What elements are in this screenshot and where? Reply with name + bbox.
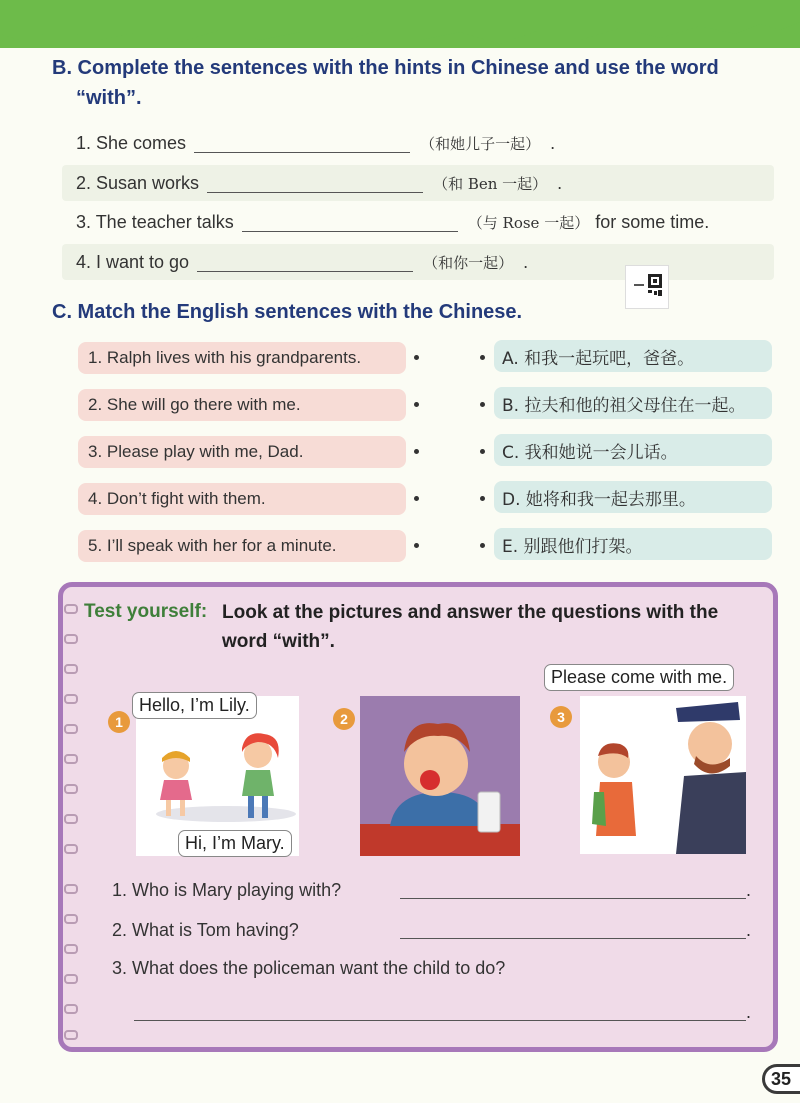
section-b-item-1 bbox=[62, 125, 774, 161]
question-3: 3. What does the policeman want the child to do? bbox=[112, 958, 506, 978]
binder-ring-icon bbox=[64, 634, 78, 644]
chinese-sentence-e[interactable]: E. 别跟他们打架。 bbox=[494, 528, 772, 560]
binder-ring-icon bbox=[64, 694, 78, 704]
english-sentence-1[interactable]: 1. Ralph lives with his grandparents. bbox=[78, 342, 406, 374]
binder-ring-icon bbox=[64, 1004, 78, 1014]
sentence-end: . bbox=[523, 251, 529, 272]
period: . bbox=[746, 880, 752, 900]
chinese-hint: （与 Rose 一起） bbox=[467, 213, 590, 232]
sentence-end: . bbox=[557, 172, 563, 193]
chinese-hint: （和 Ben 一起） bbox=[433, 174, 548, 193]
chinese-sentence-c[interactable]: C. 我和她说一会儿话。 bbox=[494, 434, 772, 466]
match-dot-right-c[interactable] bbox=[480, 449, 485, 454]
answer-blank[interactable] bbox=[242, 213, 458, 232]
binder-ring-icon bbox=[64, 664, 78, 674]
answer-blank[interactable] bbox=[207, 174, 423, 193]
test-yourself-label: Test yourself: bbox=[84, 601, 208, 622]
question-1: 1. Who is Mary playing with? bbox=[112, 880, 342, 900]
chinese-sentence-b[interactable]: B. 拉夫和他的祖父母住在一起。 bbox=[494, 387, 772, 419]
answer-line-3[interactable] bbox=[134, 1000, 746, 1021]
picture-number-badge: 3 bbox=[550, 706, 572, 728]
answer-line-1[interactable] bbox=[400, 878, 746, 899]
sentence-end: . bbox=[550, 132, 556, 153]
binder-ring-icon bbox=[64, 914, 78, 924]
binder-ring-icon bbox=[64, 844, 78, 854]
sentence-end: for some time. bbox=[595, 211, 710, 232]
qr-code bbox=[625, 265, 669, 309]
test-yourself-instruction: Look at the pictures and answer the questions with the bbox=[222, 602, 719, 623]
binder-ring-icon bbox=[64, 724, 78, 734]
english-sentence-5[interactable]: 5. I’ll speak with her for a minute. bbox=[78, 530, 406, 562]
sentence-lead: 3. The teacher talks bbox=[76, 211, 234, 232]
picture-number-badge: 2 bbox=[333, 708, 355, 730]
chinese-sentence-d[interactable]: D. 她将和我一起去那里。 bbox=[494, 481, 772, 513]
section-b-item-2 bbox=[62, 165, 774, 201]
question-2: 2. What is Tom having? bbox=[112, 920, 299, 940]
match-dot-left-4[interactable] bbox=[414, 496, 419, 501]
english-sentence-3[interactable]: 3. Please play with me, Dad. bbox=[78, 436, 406, 468]
binder-ring-icon bbox=[64, 974, 78, 984]
match-dot-left-1[interactable] bbox=[414, 355, 419, 360]
test-yourself-instruction-cont: word “with”. bbox=[222, 631, 335, 652]
answer-blank[interactable] bbox=[194, 134, 410, 153]
binder-ring-icon bbox=[64, 884, 78, 894]
sentence-lead: 2. Susan works bbox=[76, 172, 200, 193]
binder-ring-icon bbox=[64, 754, 78, 764]
binder-ring-icon bbox=[64, 604, 78, 614]
match-dot-left-3[interactable] bbox=[414, 449, 419, 454]
chinese-hint: （和她儿子一起） bbox=[420, 134, 541, 153]
match-dot-left-2[interactable] bbox=[414, 402, 419, 407]
tom-eating-illustration bbox=[360, 696, 520, 856]
sentence-lead: 4. I want to go bbox=[76, 251, 190, 272]
picture-3-policeman bbox=[580, 696, 746, 854]
section-b-item-3 bbox=[62, 204, 774, 240]
answer-blank[interactable] bbox=[197, 253, 413, 272]
binder-ring-icon bbox=[64, 1030, 78, 1040]
period: . bbox=[746, 1002, 752, 1022]
policeman-illustration bbox=[580, 696, 746, 854]
english-sentence-2[interactable]: 2. She will go there with me. bbox=[78, 389, 406, 421]
binder-ring-icon bbox=[64, 944, 78, 954]
qr-code-graphic bbox=[626, 266, 668, 308]
speech-bubble-policeman: Please come with me. bbox=[544, 664, 734, 691]
answer-line-2[interactable] bbox=[400, 918, 746, 939]
chinese-sentence-a[interactable]: A. 和我一起玩吧，爸爸。 bbox=[494, 340, 772, 372]
picture-2-tom-eating bbox=[360, 696, 520, 856]
page-number: 35 bbox=[762, 1064, 800, 1094]
section-c-title: C. Match the English sentences with the Chinese. bbox=[52, 301, 523, 323]
picture-number-badge: 1 bbox=[108, 711, 130, 733]
chinese-hint: （和你一起） bbox=[423, 253, 514, 272]
speech-bubble-mary: Hi, I’m Mary. bbox=[178, 830, 292, 857]
match-dot-right-a[interactable] bbox=[480, 355, 485, 360]
binder-ring-icon bbox=[64, 784, 78, 794]
period: . bbox=[746, 920, 752, 940]
section-b-title-cont: “with”. bbox=[76, 87, 142, 109]
binder-ring-icon bbox=[64, 814, 78, 824]
match-dot-right-e[interactable] bbox=[480, 543, 485, 548]
sentence-lead: 1. She comes bbox=[76, 132, 187, 153]
english-sentence-4[interactable]: 4. Don’t fight with them. bbox=[78, 483, 406, 515]
top-grass-band bbox=[0, 0, 800, 48]
section-b-title: B. Complete the sentences with the hints in Chinese and use the word bbox=[52, 57, 719, 79]
grass-edge-graphic bbox=[0, 0, 800, 60]
match-dot-right-b[interactable] bbox=[480, 402, 485, 407]
match-dot-left-5[interactable] bbox=[414, 543, 419, 548]
match-dot-right-d[interactable] bbox=[480, 496, 485, 501]
speech-bubble-lily: Hello, I’m Lily. bbox=[132, 692, 257, 719]
